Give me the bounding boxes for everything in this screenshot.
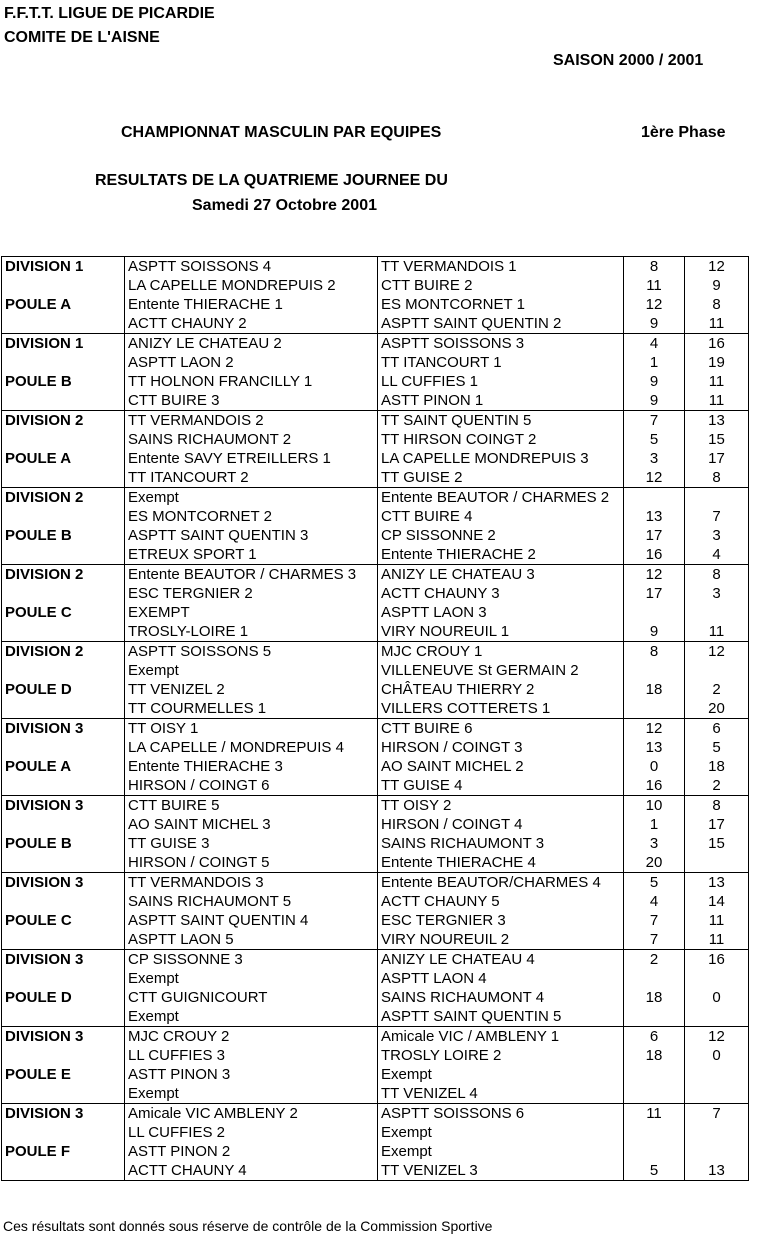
away-team: ASPTT SOISSONS 3 (378, 334, 624, 354)
home-score: 11 (624, 1104, 685, 1124)
empty-cell (2, 1123, 125, 1142)
results-table (1, 256, 749, 1181)
division-label: DIVISION 3 (2, 1027, 125, 1047)
away-score: 8 (685, 295, 749, 314)
table-row (2, 738, 749, 757)
table-row (2, 699, 749, 719)
home-team: MJC CROUY 2 (125, 1027, 378, 1047)
away-score: 11 (685, 391, 749, 411)
away-score: 11 (685, 622, 749, 642)
away-team: Exempt (378, 1142, 624, 1161)
home-team: ASPTT SAINT QUENTIN 3 (125, 526, 378, 545)
away-score: 7 (685, 1104, 749, 1124)
poule-label: POULE B (2, 526, 125, 545)
footer-note: Ces résultats sont donnés sous réserve de contrôle de la Commission Sportive (3, 1218, 493, 1234)
table-row (2, 1142, 749, 1161)
division-label: DIVISION 3 (2, 796, 125, 816)
away-score: 13 (685, 873, 749, 893)
away-team: VIRY NOUREUIL 1 (378, 622, 624, 642)
home-score (624, 1084, 685, 1104)
away-team: TT GUISE 2 (378, 468, 624, 488)
away-score (685, 1007, 749, 1027)
away-score: 11 (685, 372, 749, 391)
home-score: 5 (624, 1161, 685, 1181)
home-team: TT ITANCOURT 2 (125, 468, 378, 488)
division-label: DIVISION 3 (2, 719, 125, 739)
table-row (2, 642, 749, 662)
division-label: DIVISION 3 (2, 873, 125, 893)
table-row (2, 391, 749, 411)
empty-cell (2, 622, 125, 642)
home-team: EXEMPT (125, 603, 378, 622)
poule-label: POULE D (2, 988, 125, 1007)
table-row (2, 1065, 749, 1084)
away-score: 5 (685, 738, 749, 757)
table-row (2, 661, 749, 680)
division-label: DIVISION 2 (2, 411, 125, 431)
table-row (2, 584, 749, 603)
away-team: ASPTT SAINT QUENTIN 2 (378, 314, 624, 334)
away-team: SAINS RICHAUMONT 3 (378, 834, 624, 853)
home-score: 10 (624, 796, 685, 816)
table-row (2, 796, 749, 816)
home-score: 13 (624, 507, 685, 526)
away-score: 11 (685, 930, 749, 950)
empty-cell (2, 545, 125, 565)
home-score (624, 603, 685, 622)
away-team: Entente BEAUTOR/CHARMES 4 (378, 873, 624, 893)
away-team: TT GUISE 4 (378, 776, 624, 796)
away-team: ASPTT SOISSONS 6 (378, 1104, 624, 1124)
away-team: HIRSON / COINGT 3 (378, 738, 624, 757)
org-line-2: COMITE DE L'AISNE (4, 29, 160, 46)
poule-label: POULE D (2, 680, 125, 699)
table-row (2, 911, 749, 930)
table-row (2, 1027, 749, 1047)
home-score: 17 (624, 526, 685, 545)
away-team: LA CAPELLE MONDREPUIS 3 (378, 449, 624, 468)
table-row (2, 334, 749, 354)
away-score: 17 (685, 815, 749, 834)
home-score: 1 (624, 353, 685, 372)
away-team: ASPTT LAON 3 (378, 603, 624, 622)
home-team: LL CUFFIES 2 (125, 1123, 378, 1142)
away-score: 7 (685, 507, 749, 526)
home-team: LA CAPELLE / MONDREPUIS 4 (125, 738, 378, 757)
away-team: Exempt (378, 1065, 624, 1084)
home-team: HIRSON / COINGT 5 (125, 853, 378, 873)
empty-cell (2, 1007, 125, 1027)
poule-label: POULE E (2, 1065, 125, 1084)
home-team: SAINS RICHAUMONT 2 (125, 430, 378, 449)
away-score: 16 (685, 334, 749, 354)
home-score (624, 1142, 685, 1161)
away-team: Entente THIERACHE 4 (378, 853, 624, 873)
away-team: Exempt (378, 1123, 624, 1142)
table-row (2, 892, 749, 911)
home-score: 4 (624, 334, 685, 354)
home-team: CTT GUIGNICOURT (125, 988, 378, 1007)
away-score: 3 (685, 526, 749, 545)
away-team: TT ITANCOURT 1 (378, 353, 624, 372)
home-team: ACTT CHAUNY 2 (125, 314, 378, 334)
home-team: TROSLY-LOIRE 1 (125, 622, 378, 642)
table-row (2, 295, 749, 314)
home-team: HIRSON / COINGT 6 (125, 776, 378, 796)
away-score: 18 (685, 757, 749, 776)
away-team: TT OISY 2 (378, 796, 624, 816)
table-row (2, 353, 749, 372)
away-team: AO SAINT MICHEL 2 (378, 757, 624, 776)
table-row (2, 314, 749, 334)
home-team: Exempt (125, 488, 378, 508)
home-team: TT VERMANDOIS 2 (125, 411, 378, 431)
table-row (2, 507, 749, 526)
away-team: CP SISSONNE 2 (378, 526, 624, 545)
table-row (2, 815, 749, 834)
away-score (685, 603, 749, 622)
table-row (2, 545, 749, 565)
table-row (2, 1104, 749, 1124)
division-label: DIVISION 2 (2, 488, 125, 508)
away-team: ACTT CHAUNY 5 (378, 892, 624, 911)
away-score: 12 (685, 1027, 749, 1047)
empty-cell (2, 391, 125, 411)
home-score: 16 (624, 776, 685, 796)
home-score: 18 (624, 1046, 685, 1065)
away-team: VILLENEUVE St GERMAIN 2 (378, 661, 624, 680)
away-score (685, 853, 749, 873)
home-team: TT HOLNON FRANCILLY 1 (125, 372, 378, 391)
home-team: Exempt (125, 1007, 378, 1027)
away-score: 17 (685, 449, 749, 468)
away-team: VIRY NOUREUIL 2 (378, 930, 624, 950)
home-score: 16 (624, 545, 685, 565)
home-team: LA CAPELLE MONDREPUIS 2 (125, 276, 378, 295)
table-row (2, 969, 749, 988)
poule-label: POULE A (2, 757, 125, 776)
phase: 1ère Phase (641, 124, 726, 141)
home-team: ASTT PINON 2 (125, 1142, 378, 1161)
table-row (2, 622, 749, 642)
poule-label: POULE B (2, 372, 125, 391)
division-label: DIVISION 2 (2, 565, 125, 585)
away-team: Entente BEAUTOR / CHARMES 2 (378, 488, 624, 508)
table-row (2, 1123, 749, 1142)
home-team: SAINS RICHAUMONT 5 (125, 892, 378, 911)
home-score: 9 (624, 391, 685, 411)
away-score: 2 (685, 680, 749, 699)
away-team: CTT BUIRE 2 (378, 276, 624, 295)
division-label: DIVISION 1 (2, 334, 125, 354)
home-team: Exempt (125, 1084, 378, 1104)
away-team: ANIZY LE CHATEAU 4 (378, 950, 624, 970)
home-score (624, 661, 685, 680)
home-score: 13 (624, 738, 685, 757)
away-score: 13 (685, 1161, 749, 1181)
poule-label: POULE C (2, 911, 125, 930)
table-row (2, 757, 749, 776)
table-row (2, 853, 749, 873)
away-team: CHÂTEAU THIERRY 2 (378, 680, 624, 699)
away-score: 19 (685, 353, 749, 372)
table-row (2, 930, 749, 950)
home-team: CP SISSONNE 3 (125, 950, 378, 970)
home-score: 3 (624, 449, 685, 468)
away-score: 8 (685, 565, 749, 585)
home-score: 1 (624, 815, 685, 834)
org-line-1: F.F.T.T. LIGUE DE PICARDIE (4, 5, 215, 22)
home-score: 12 (624, 468, 685, 488)
away-team: ANIZY LE CHATEAU 3 (378, 565, 624, 585)
away-team: TROSLY LOIRE 2 (378, 1046, 624, 1065)
empty-cell (2, 276, 125, 295)
home-score (624, 969, 685, 988)
home-team: Entente SAVY ETREILLERS 1 (125, 449, 378, 468)
away-team: VILLERS COTTERETS 1 (378, 699, 624, 719)
table-row (2, 468, 749, 488)
away-team: TT VENIZEL 3 (378, 1161, 624, 1181)
home-score: 3 (624, 834, 685, 853)
away-team: Amicale VIC / AMBLENY 1 (378, 1027, 624, 1047)
table-row (2, 411, 749, 431)
away-score: 9 (685, 276, 749, 295)
home-team: CTT BUIRE 3 (125, 391, 378, 411)
home-team: ASPTT SOISSONS 5 (125, 642, 378, 662)
table-row (2, 950, 749, 970)
table-row (2, 719, 749, 739)
table-row (2, 1007, 749, 1027)
away-score (685, 1084, 749, 1104)
away-team: ACTT CHAUNY 3 (378, 584, 624, 603)
home-score: 2 (624, 950, 685, 970)
home-score (624, 1065, 685, 1084)
empty-cell (2, 430, 125, 449)
home-score: 8 (624, 642, 685, 662)
poule-label: POULE B (2, 834, 125, 853)
division-label: DIVISION 3 (2, 950, 125, 970)
away-score: 12 (685, 642, 749, 662)
home-score: 0 (624, 757, 685, 776)
away-score: 11 (685, 314, 749, 334)
poule-label: POULE A (2, 449, 125, 468)
home-team: Exempt (125, 969, 378, 988)
home-score (624, 1007, 685, 1027)
home-score: 4 (624, 892, 685, 911)
home-score: 8 (624, 257, 685, 277)
poule-label: POULE A (2, 295, 125, 314)
empty-cell (2, 969, 125, 988)
table-row (2, 988, 749, 1007)
home-score (624, 1123, 685, 1142)
poule-label: POULE C (2, 603, 125, 622)
away-score: 14 (685, 892, 749, 911)
empty-cell (2, 930, 125, 950)
home-score: 6 (624, 1027, 685, 1047)
home-team: ASPTT LAON 5 (125, 930, 378, 950)
home-team: ESC TERGNIER 2 (125, 584, 378, 603)
away-score (685, 969, 749, 988)
table-row (2, 257, 749, 277)
table-row (2, 1084, 749, 1104)
table-row (2, 873, 749, 893)
away-score: 0 (685, 1046, 749, 1065)
home-team: CTT BUIRE 5 (125, 796, 378, 816)
home-team: Entente THIERACHE 3 (125, 757, 378, 776)
table-row (2, 276, 749, 295)
empty-cell (2, 468, 125, 488)
empty-cell (2, 507, 125, 526)
empty-cell (2, 314, 125, 334)
home-team: ACTT CHAUNY 4 (125, 1161, 378, 1181)
table-row (2, 488, 749, 508)
table-row (2, 834, 749, 853)
away-team: ASPTT LAON 4 (378, 969, 624, 988)
away-score (685, 488, 749, 508)
away-team: TT VERMANDOIS 1 (378, 257, 624, 277)
away-score: 8 (685, 796, 749, 816)
empty-cell (2, 353, 125, 372)
empty-cell (2, 815, 125, 834)
empty-cell (2, 1046, 125, 1065)
table-row (2, 526, 749, 545)
away-score: 11 (685, 911, 749, 930)
away-score: 16 (685, 950, 749, 970)
home-score (624, 488, 685, 508)
division-label: DIVISION 1 (2, 257, 125, 277)
home-score: 12 (624, 719, 685, 739)
home-score: 11 (624, 276, 685, 295)
home-team: AO SAINT MICHEL 3 (125, 815, 378, 834)
season: SAISON 2000 / 2001 (553, 52, 704, 69)
home-score: 12 (624, 565, 685, 585)
table-row (2, 1046, 749, 1065)
home-score: 9 (624, 372, 685, 391)
home-score: 7 (624, 911, 685, 930)
home-team: ES MONTCORNET 2 (125, 507, 378, 526)
home-score: 5 (624, 873, 685, 893)
away-team: ASTT PINON 1 (378, 391, 624, 411)
away-score: 20 (685, 699, 749, 719)
home-team: ASTT PINON 3 (125, 1065, 378, 1084)
away-score: 15 (685, 834, 749, 853)
away-score (685, 1123, 749, 1142)
away-team: ASPTT SAINT QUENTIN 5 (378, 1007, 624, 1027)
table-row (2, 565, 749, 585)
away-score: 6 (685, 719, 749, 739)
table-row (2, 1161, 749, 1181)
empty-cell (2, 699, 125, 719)
home-score (624, 699, 685, 719)
home-score: 7 (624, 411, 685, 431)
home-team: ASPTT SOISSONS 4 (125, 257, 378, 277)
away-score: 8 (685, 468, 749, 488)
home-team: TT OISY 1 (125, 719, 378, 739)
away-team: SAINS RICHAUMONT 4 (378, 988, 624, 1007)
away-team: TT VENIZEL 4 (378, 1084, 624, 1104)
home-score: 9 (624, 314, 685, 334)
away-score (685, 1065, 749, 1084)
home-score: 5 (624, 430, 685, 449)
home-score: 18 (624, 988, 685, 1007)
empty-cell (2, 1084, 125, 1104)
away-score: 15 (685, 430, 749, 449)
away-team: TT HIRSON COINGT 2 (378, 430, 624, 449)
away-score: 0 (685, 988, 749, 1007)
away-team: CTT BUIRE 4 (378, 507, 624, 526)
away-team: CTT BUIRE 6 (378, 719, 624, 739)
table-row (2, 680, 749, 699)
home-team: TT COURMELLES 1 (125, 699, 378, 719)
home-score: 7 (624, 930, 685, 950)
table-row (2, 449, 749, 468)
empty-cell (2, 661, 125, 680)
table-row (2, 430, 749, 449)
home-score: 9 (624, 622, 685, 642)
away-team: TT SAINT QUENTIN 5 (378, 411, 624, 431)
home-team: ASPTT LAON 2 (125, 353, 378, 372)
away-score (685, 1142, 749, 1161)
away-score: 4 (685, 545, 749, 565)
home-team: ANIZY LE CHATEAU 2 (125, 334, 378, 354)
away-score (685, 661, 749, 680)
poule-label: POULE F (2, 1142, 125, 1161)
table-row (2, 776, 749, 796)
empty-cell (2, 738, 125, 757)
home-team: Entente BEAUTOR / CHARMES 3 (125, 565, 378, 585)
home-team: TT GUISE 3 (125, 834, 378, 853)
away-team: LL CUFFIES 1 (378, 372, 624, 391)
away-team: HIRSON / COINGT 4 (378, 815, 624, 834)
division-label: DIVISION 2 (2, 642, 125, 662)
away-team: MJC CROUY 1 (378, 642, 624, 662)
results-date: Samedi 27 Octobre 2001 (192, 197, 377, 214)
home-score: 20 (624, 853, 685, 873)
away-score: 2 (685, 776, 749, 796)
home-team: Amicale VIC AMBLENY 2 (125, 1104, 378, 1124)
away-score: 12 (685, 257, 749, 277)
away-team: ES MONTCORNET 1 (378, 295, 624, 314)
home-team: Exempt (125, 661, 378, 680)
table-row (2, 603, 749, 622)
table-row (2, 372, 749, 391)
empty-cell (2, 853, 125, 873)
empty-cell (2, 1161, 125, 1181)
division-label: DIVISION 3 (2, 1104, 125, 1124)
home-team: LL CUFFIES 3 (125, 1046, 378, 1065)
away-score: 13 (685, 411, 749, 431)
home-score: 17 (624, 584, 685, 603)
results-title: RESULTATS DE LA QUATRIEME JOURNEE DU (95, 172, 448, 189)
home-team: ASPTT SAINT QUENTIN 4 (125, 911, 378, 930)
away-score: 3 (685, 584, 749, 603)
away-team: ESC TERGNIER 3 (378, 911, 624, 930)
home-team: TT VERMANDOIS 3 (125, 873, 378, 893)
away-team: Entente THIERACHE 2 (378, 545, 624, 565)
home-team: ETREUX SPORT 1 (125, 545, 378, 565)
empty-cell (2, 584, 125, 603)
home-team: Entente THIERACHE 1 (125, 295, 378, 314)
championship-title: CHAMPIONNAT MASCULIN PAR EQUIPES (121, 124, 442, 141)
home-score: 12 (624, 295, 685, 314)
empty-cell (2, 776, 125, 796)
home-score: 18 (624, 680, 685, 699)
empty-cell (2, 892, 125, 911)
home-team: TT VENIZEL 2 (125, 680, 378, 699)
